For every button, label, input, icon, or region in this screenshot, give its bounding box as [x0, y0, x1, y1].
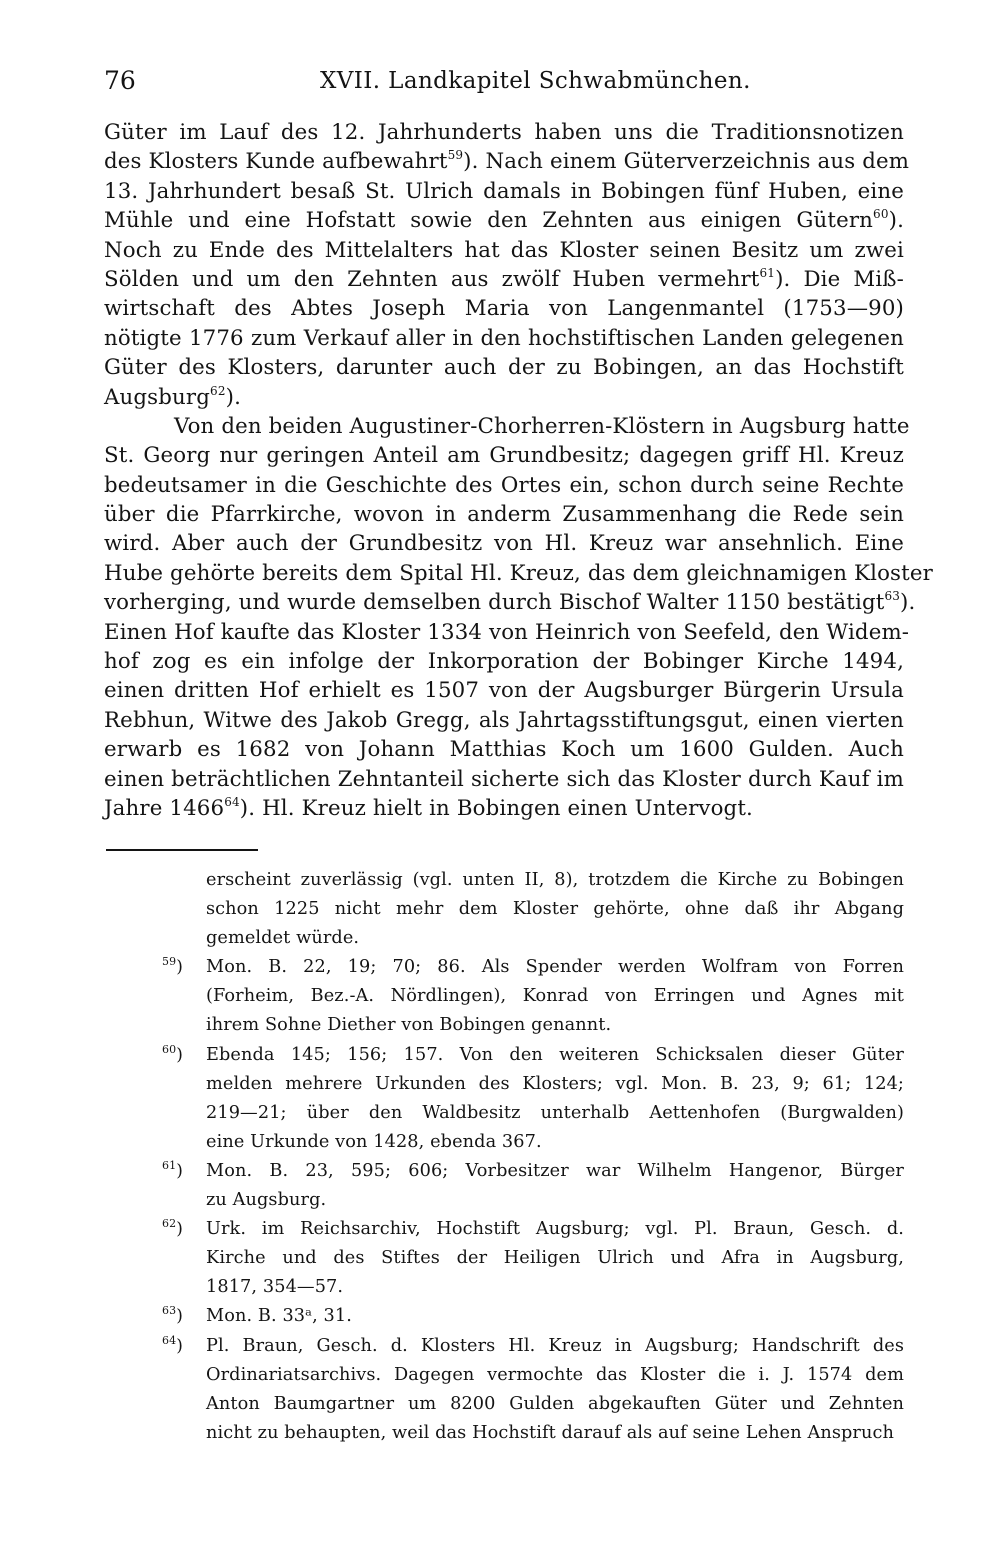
footnotes: [162, 866, 904, 1448]
footnote-64-line: [162, 1332, 904, 1361]
footnote-continuation-line: gemeldet würde.: [206, 928, 360, 949]
footnote-text: Anton Baumgartner um 8200 Gulden abgekauften Güter und Zehnten: [206, 1393, 904, 1414]
page-header: [0, 66, 1000, 106]
p2-line: [104, 588, 916, 617]
p2-line: [104, 500, 904, 529]
running-title: XVII. Landkapitel Schwabmünchen.: [320, 68, 751, 94]
text-run: 13. Jahrhundert besaß St. Ulrich damals in Bobingen fünf Huben, eine: [104, 178, 904, 204]
footnote-number-label: 63: [162, 1304, 177, 1318]
footnote-ref[interactable]: 59: [447, 148, 464, 163]
text-run: erwarb es 1682 von Johann Matthias Koch um 1600 Gulden. Auch: [104, 737, 904, 763]
footnote-61-line: [162, 1157, 904, 1186]
text-run: ).: [225, 384, 241, 410]
text-run: Jahre 1466: [104, 795, 225, 821]
footnote-text: ihrem Sohne Diether von Bobingen genannt.: [206, 1015, 612, 1036]
p2-line: [104, 794, 904, 823]
text-run: Augsburg: [104, 384, 211, 410]
p2-line: [104, 765, 904, 794]
text-run: über die Pfarrkirche, wovon in anderm Zusammenhang die Rede sein: [104, 502, 904, 528]
footnote-61-line: [162, 1186, 904, 1215]
footnote-text: Mon. B. 23, 595; 606; Vorbesitzer war Wilhelm Hangenor, Bürger: [206, 1160, 904, 1181]
p1-line: [104, 324, 904, 353]
footnote-59-line: [162, 982, 904, 1011]
footnote-number-label: 64: [162, 1333, 177, 1347]
footnote-text: (Forheim, Bez.-A. Nördlingen), Konrad von Erringen und Agnes mit: [206, 986, 904, 1007]
text-run: Sölden und um den Zehnten aus zwölf Huben vermehrt: [104, 266, 760, 292]
footnote-64-line: [162, 1361, 904, 1390]
text-run: ).: [888, 208, 904, 234]
footnote-text: Ebenda 145; 156; 157. Von den weiteren Schicksalen dieser Güter: [206, 1044, 904, 1065]
footnote-62-line: [162, 1215, 904, 1244]
footnote-60-line: [162, 1041, 904, 1070]
footnote-number-label: 61: [162, 1158, 177, 1172]
footnote-text: Mon. B. 33ᵃ, 31.: [206, 1306, 352, 1327]
footnote-ref[interactable]: 63: [884, 589, 901, 604]
p1-line: [104, 236, 904, 265]
footnote-number: $^{64}$): [162, 1333, 183, 1356]
footnote-text: Ordinariatsarchivs. Dagegen vermochte das Kloster die i. J. 1574 dem: [206, 1364, 904, 1385]
footnote-text: 219—21; über den Waldbesitz unterhalb Aettenhofen (Burgwalden): [206, 1102, 904, 1123]
p1-line: [104, 206, 904, 235]
footnote-number-label: 60: [162, 1042, 177, 1056]
footnote-text: Mon. B. 22, 19; 70; 86. Als Spender werden Wolfram von Forren: [206, 957, 904, 978]
text-run: Rebhun, Witwe des Jakob Gregg, als Jahrtagsstiftungsgut, einen vierten: [104, 707, 904, 733]
text-run: des Klosters Kunde aufbewahrt: [104, 149, 448, 175]
footnote-text: Urk. im Reichsarchiv, Hochstift Augsburg; vgl. Pl. Braun, Gesch. d.: [206, 1219, 904, 1240]
text-run: Güter des Klosters, darunter auch der zu Bobingen, an das Hochstift: [104, 355, 904, 381]
footnote-63-line: [162, 1302, 904, 1331]
text-run: St. Georg nur geringen Anteil am Grundbesitz; dagegen griff Hl. Kreuz: [104, 443, 904, 469]
footnote-text: eine Urkunde von 1428, ebenda 367.: [206, 1131, 542, 1152]
text-run: einen beträchtlichen Zehntanteil sicherte sich das Kloster durch Kauf im: [104, 766, 904, 792]
footnote-continuation-line: erscheint zuverlässig (vgl. unten II, 8), trotzdem die Kirche zu Bobingen: [206, 870, 904, 890]
p2-line: [104, 676, 904, 705]
footnote-separator: [106, 849, 258, 851]
p2-line: [104, 647, 904, 676]
footnote-number: $^{59}$): [162, 955, 183, 978]
p2-line: [104, 559, 933, 588]
text-run: wird. Aber auch der Grundbesitz von Hl. Kreuz war ansehnlich. Eine: [104, 531, 904, 557]
footnote-text: zu Augsburg.: [206, 1190, 327, 1211]
p1-line: [104, 147, 910, 176]
p2-line: [104, 441, 904, 470]
text-run: ). Die Miß-: [775, 266, 904, 292]
footnote-59-line: [162, 953, 904, 982]
footnote-ref[interactable]: 61: [759, 265, 776, 280]
p1-line: [104, 118, 904, 147]
footnote-number: $^{62}$): [162, 1217, 183, 1240]
text-run: ).: [900, 590, 916, 616]
p2-line: [104, 529, 904, 558]
p2-line: [104, 471, 904, 500]
text-run: hof zog es ein infolge der Inkorporation der Bobinger Kirche 1494,: [104, 649, 904, 675]
footnote-text: 1817, 354—57.: [206, 1277, 344, 1298]
footnote-text: Pl. Braun, Gesch. d. Klosters Hl. Kreuz in Augsburg; Handschrift des: [206, 1335, 904, 1356]
text-run: wirtschaft des Abtes Joseph Maria von Langenmantel (1753—90): [104, 296, 904, 322]
p2-line: [104, 706, 904, 735]
text-run: ). Nach einem Güterverzeichnis aus dem: [463, 149, 910, 175]
footnote-number: $^{61}$): [162, 1158, 183, 1181]
text-run: vorherging, und wurde demselben durch Bischof Walter 1150 bestätigt: [104, 590, 885, 616]
footnote-62-line: [162, 1244, 904, 1273]
footnote-62-line: [162, 1273, 904, 1302]
footnote-text: Kirche und des Stiftes der Heiligen Ulrich und Afra in Augsburg,: [206, 1248, 904, 1269]
footnote-number-label: 59: [162, 955, 177, 969]
main-text: [104, 118, 933, 823]
text-run: bedeutsamer in die Geschichte des Ortes ein, schon durch seine Rechte: [104, 472, 904, 498]
p1-line: [104, 353, 904, 382]
footnote-number-label: 62: [162, 1217, 177, 1231]
text-run: Einen Hof kaufte das Kloster 1334 von Heinrich von Seefeld, den Widem-: [104, 619, 910, 645]
footnote-text: melden mehrere Urkunden des Klosters; vgl. Mon. B. 23, 9; 61; 124;: [206, 1073, 904, 1094]
footnote-59-line: [162, 1011, 904, 1040]
text-run: Mühle und eine Hofstatt sowie den Zehnten aus einigen Gütern: [104, 208, 874, 234]
text-run: nötigte 1776 zum Verkauf aller in den hochstiftischen Landen gelegenen: [104, 325, 904, 351]
p1-line: [104, 177, 904, 206]
footnote-60-line: [162, 1070, 904, 1099]
p1-line: [104, 383, 904, 412]
text-run: Von den beiden Augustiner-Chorherren-Klöstern in Augsburg hatte: [174, 413, 910, 439]
p1-line: [104, 265, 904, 294]
footnote-ref[interactable]: 62: [210, 383, 226, 398]
text-run: Hube gehörte bereits dem Spital Hl. Kreuz, das dem gleichnamigen Kloster: [104, 560, 933, 586]
p2-line: [104, 412, 910, 441]
footnote-60-line: [162, 1128, 904, 1157]
text-run: Noch zu Ende des Mittelalters hat das Kloster seinen Besitz um zwei: [104, 237, 904, 263]
footnote-number: $^{60}$): [162, 1042, 183, 1065]
footnote-64-line: [162, 1390, 904, 1419]
footnote-text: nicht zu behaupten, weil das Hochstift darauf als auf seine Lehen Anspruch: [206, 1422, 894, 1443]
text-run: Güter im Lauf des 12. Jahrhunderts haben uns die Traditionsnotizen: [104, 120, 904, 145]
footnote-ref[interactable]: 60: [873, 207, 889, 222]
footnote-continuation-line: schon 1225 nicht mehr dem Kloster gehörte, ohne daß ihr Abgang: [206, 899, 904, 920]
p1-line: [104, 294, 904, 323]
p2-line: [104, 618, 910, 647]
p2-line: [104, 735, 904, 764]
text-run: ). Hl. Kreuz hielt in Bobingen einen Untervogt.: [239, 795, 753, 821]
footnote-ref[interactable]: 64: [224, 794, 240, 809]
footnote-60-line: [162, 1099, 904, 1128]
footnote-64-line: [162, 1419, 904, 1448]
page-number: 76: [104, 66, 136, 95]
text-run: einen dritten Hof erhielt es 1507 von der Augsburger Bürgerin Ursula: [104, 678, 904, 704]
footnote-number: $^{63}$): [162, 1304, 183, 1327]
